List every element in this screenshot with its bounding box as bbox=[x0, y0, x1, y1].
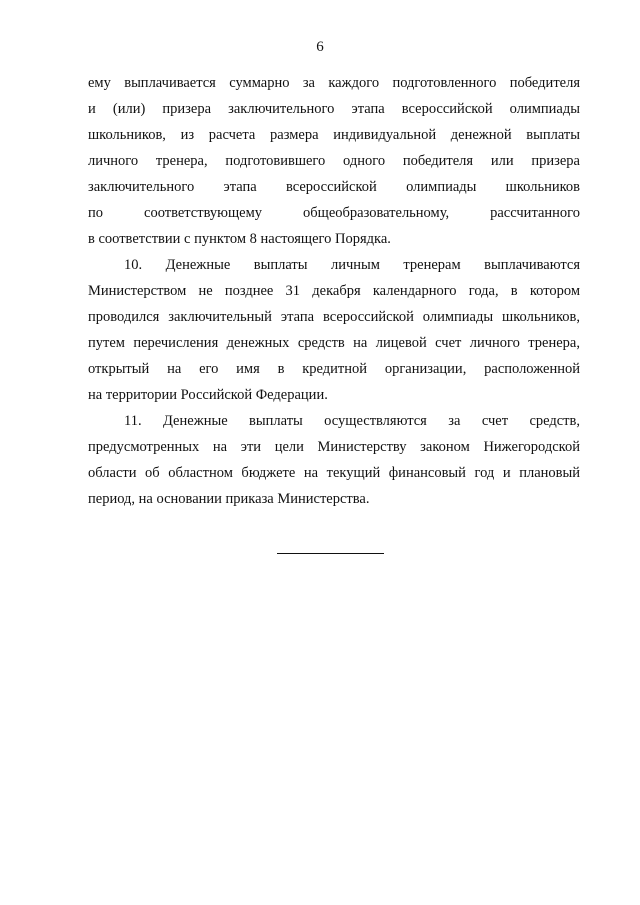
text-line: путем перечисления денежных средств на лицевой счет личного тренера, bbox=[88, 335, 580, 351]
text-line: личного тренера, подготовившего одного победителя или призера bbox=[88, 153, 580, 169]
text-line: и (или) призера заключительного этапа всероссийской олимпиады bbox=[88, 101, 580, 117]
text-line: по соответствующему общеобразовательному, рассчитанного bbox=[88, 205, 580, 221]
text-line: области об областном бюджете на текущий финансовый год и плановый bbox=[88, 465, 580, 481]
end-of-document-rule bbox=[277, 553, 384, 554]
text-line: Министерством не позднее 31 декабря календарного года, в котором bbox=[88, 283, 580, 299]
text-line: школьников, из расчета размера индивидуальной денежной выплаты bbox=[88, 127, 580, 143]
text-line: открытый на его имя в кредитной организации, расположенной bbox=[88, 361, 580, 377]
paragraph-11-first-line: 11. Денежные выплаты осуществляются за счет средств, bbox=[124, 413, 580, 429]
text-line: в соответствии с пунктом 8 настоящего Порядка. bbox=[88, 231, 391, 247]
text-line: период, на основании приказа Министерства. bbox=[88, 491, 370, 507]
page-number: 6 bbox=[316, 39, 324, 55]
document-body bbox=[88, 70, 580, 512]
text-line: ему выплачивается суммарно за каждого подготовленного победителя bbox=[88, 75, 580, 91]
paragraph-10-first-line: 10. Денежные выплаты личным тренерам выплачиваются bbox=[124, 257, 580, 273]
text-line: на территории Российской Федерации. bbox=[88, 387, 328, 403]
text-line: заключительного этапа всероссийской олимпиады школьников bbox=[88, 179, 580, 195]
text-line: проводился заключительный этапа всероссийской олимпиады школьников, bbox=[88, 309, 580, 325]
text-line: предусмотренных на эти цели Министерству законом Нижегородской bbox=[88, 439, 580, 455]
